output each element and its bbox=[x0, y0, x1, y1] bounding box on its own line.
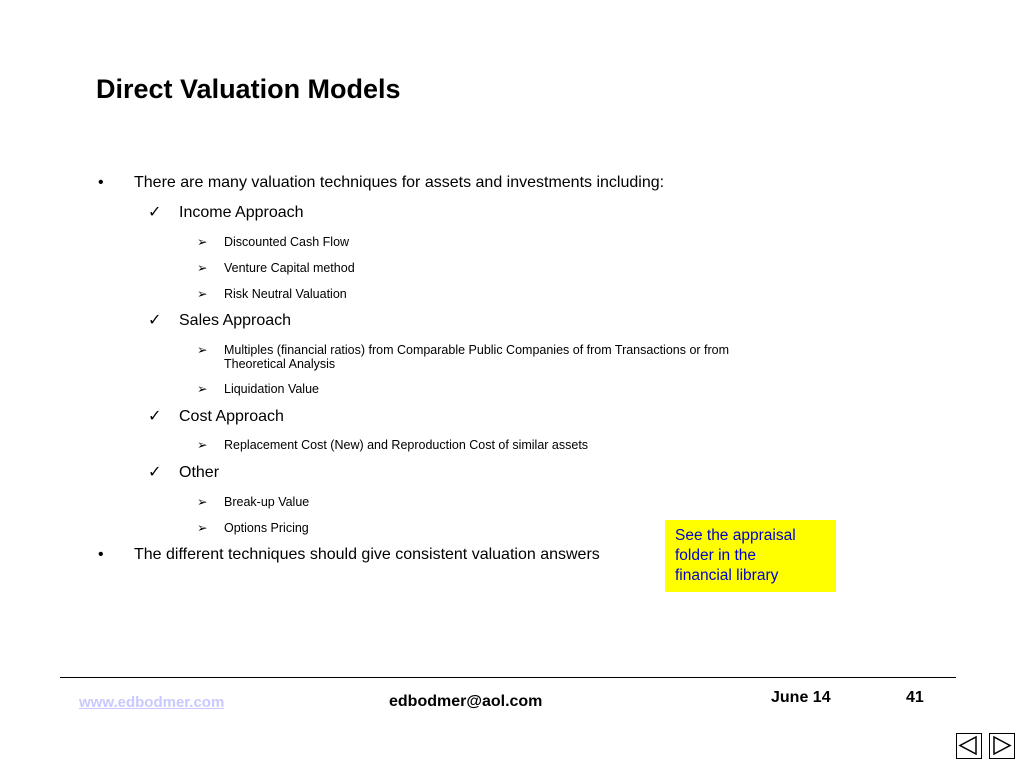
note-line: financial library bbox=[675, 567, 779, 584]
item-discounted-cash-flow: Discounted Cash Flow bbox=[224, 235, 350, 249]
bullet-marker: • bbox=[98, 546, 104, 563]
footer-email: edbodmer@aol.com bbox=[389, 693, 543, 710]
prev-slide-button[interactable] bbox=[956, 733, 982, 759]
next-slide-button[interactable] bbox=[989, 733, 1015, 759]
arrow-bullet-icon: ➢ bbox=[197, 382, 208, 396]
subitem-other: Other bbox=[179, 464, 220, 481]
triangle-left-icon bbox=[957, 734, 980, 757]
check-icon: ✓ bbox=[148, 204, 162, 221]
item-liquidation-value: Liquidation Value bbox=[224, 382, 319, 396]
item-breakup-value: Break-up Value bbox=[224, 495, 310, 509]
page-number: 41 bbox=[906, 689, 924, 706]
subitem-income-approach: Income Approach bbox=[179, 204, 304, 221]
check-icon: ✓ bbox=[148, 408, 162, 425]
item-multiples-line2: Theoretical Analysis bbox=[224, 357, 336, 371]
appraisal-note bbox=[665, 520, 836, 592]
bullet-intro: There are many valuation techniques for assets and investments including: bbox=[134, 174, 665, 191]
footer-date: June 14 bbox=[771, 689, 831, 706]
arrow-bullet-icon: ➢ bbox=[197, 261, 208, 275]
footer-divider bbox=[60, 677, 956, 678]
arrow-bullet-icon: ➢ bbox=[197, 287, 208, 301]
subitem-cost-approach: Cost Approach bbox=[179, 408, 284, 425]
item-multiples-line1: Multiples (financial ratios) from Comparable Public Companies of from Transactions or from bbox=[224, 343, 730, 357]
item-replacement-cost: Replacement Cost (New) and Reproduction Cost of similar assets bbox=[224, 438, 589, 452]
check-icon: ✓ bbox=[148, 312, 162, 329]
bullet-conclusion: The different techniques should give consistent valuation answers bbox=[134, 546, 600, 563]
arrow-bullet-icon: ➢ bbox=[197, 235, 208, 249]
subitem-sales-approach: Sales Approach bbox=[179, 312, 292, 329]
slide-title: Direct Valuation Models bbox=[96, 74, 401, 104]
note-line: See the appraisal bbox=[675, 527, 796, 544]
item-venture-capital: Venture Capital method bbox=[224, 261, 355, 275]
item-risk-neutral: Risk Neutral Valuation bbox=[224, 287, 347, 301]
item-options-pricing: Options Pricing bbox=[224, 521, 309, 535]
arrow-bullet-icon: ➢ bbox=[197, 438, 208, 452]
bullet-marker: • bbox=[98, 174, 104, 191]
arrow-bullet-icon: ➢ bbox=[197, 521, 208, 535]
arrow-bullet-icon: ➢ bbox=[197, 343, 208, 357]
website-link[interactable]: www.edbodmer.com bbox=[79, 694, 225, 711]
arrow-bullet-icon: ➢ bbox=[197, 495, 208, 509]
check-icon: ✓ bbox=[148, 464, 162, 481]
triangle-right-icon bbox=[990, 734, 1013, 757]
note-line: folder in the bbox=[675, 547, 756, 564]
